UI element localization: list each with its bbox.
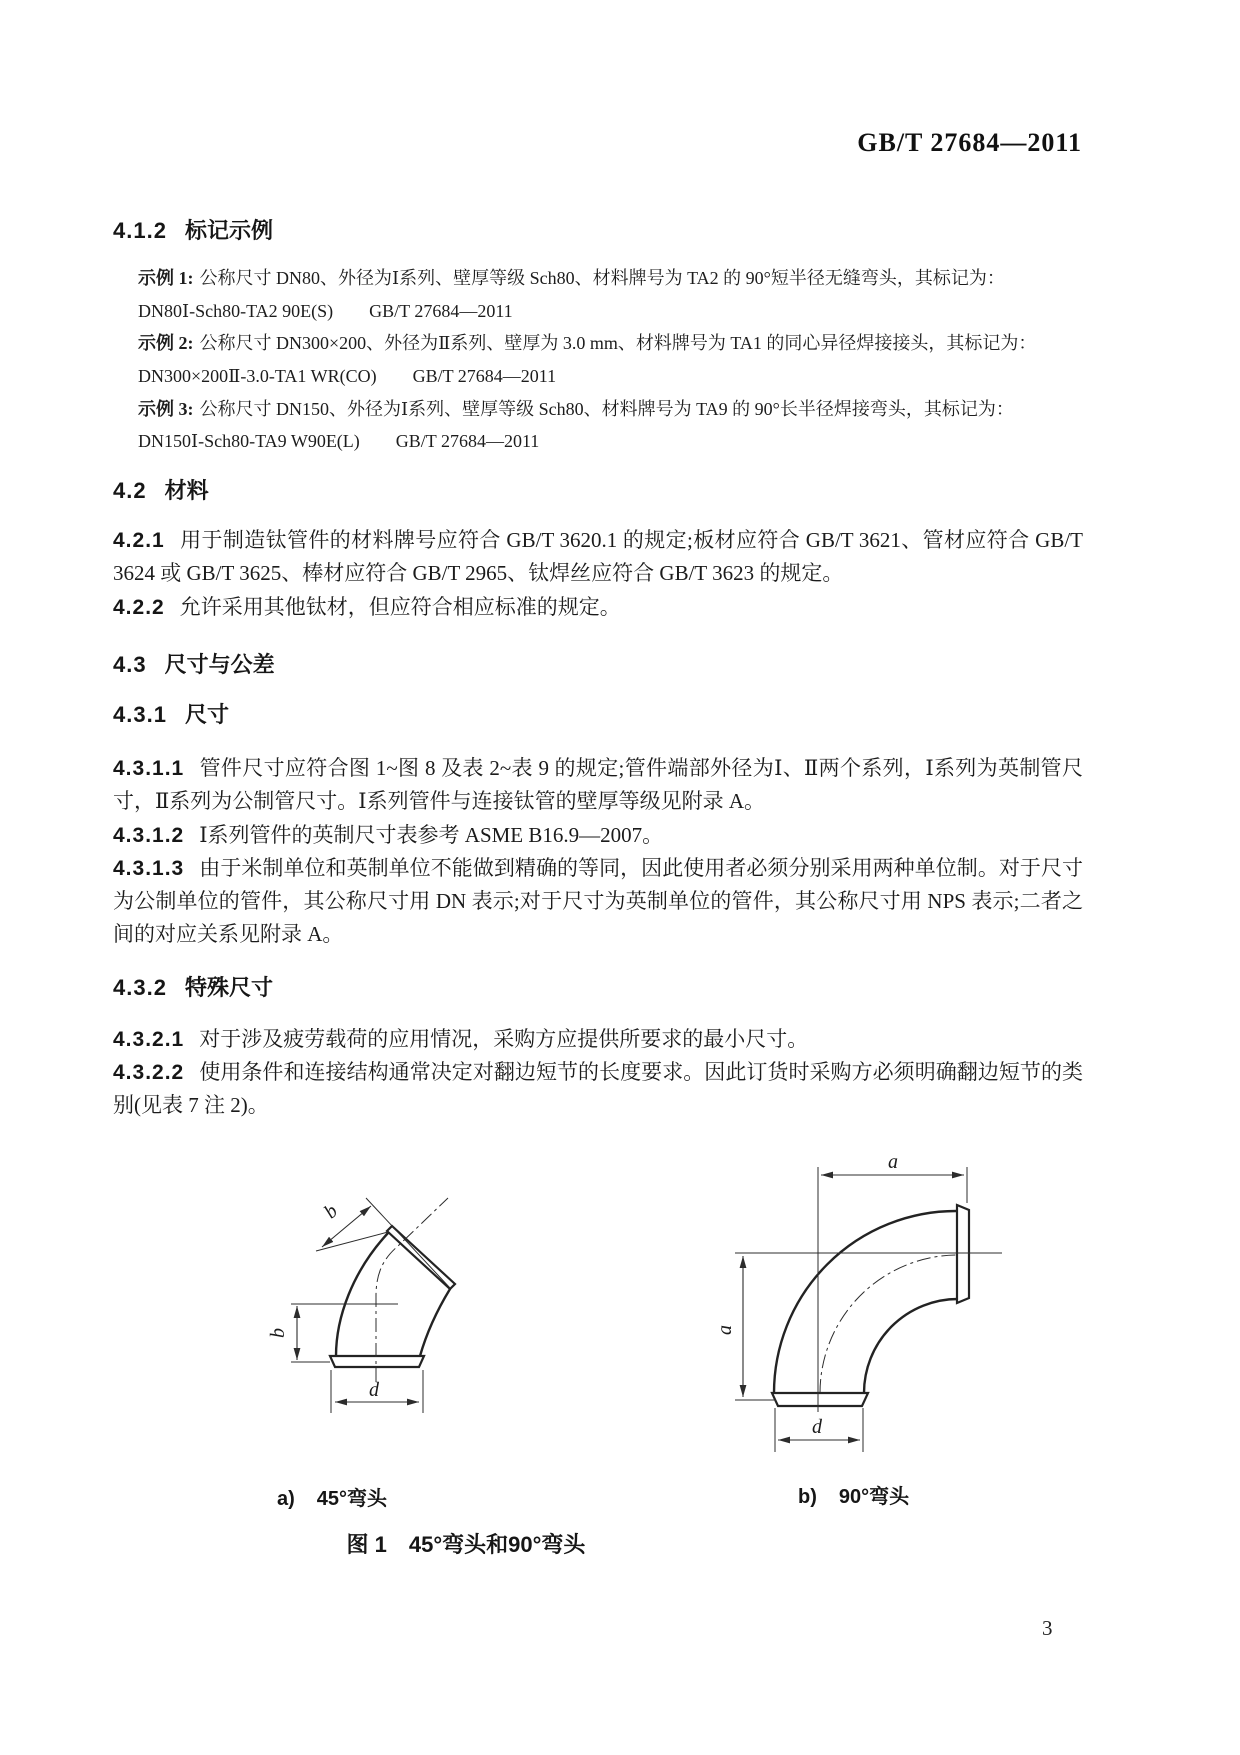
paragraph-4-2-2 <box>113 591 1083 624</box>
paragraph-4-3-2-2 <box>113 1056 1083 1122</box>
subfigure-a-title: 45°弯头 <box>316 1488 388 1510</box>
example-2-desc-text: 公称尺寸 DN300×200、外径为Ⅱ系列、壁厚为 3.0 mm、材料牌号为 TA1 的同心异径焊接接头，其标记为： <box>199 333 1037 353</box>
dim-label-b-vertical: b <box>267 1328 289 1338</box>
dim-label-d-90: d <box>812 1416 822 1438</box>
example-3-desc <box>138 397 1098 421</box>
clause-number: 4.3.2.2 <box>113 1061 185 1084</box>
subfigure-a-letter: a) <box>277 1488 295 1510</box>
clause-heading-4-3-2 <box>113 971 273 1002</box>
dim-label-a-top: a <box>888 1151 898 1173</box>
figure-1-drawings <box>0 1140 1240 1470</box>
example-1-code: DN80Ⅰ-Sch80-TA2 90E(S) GB/T 27684—2011 <box>138 301 513 321</box>
clause-number: 4.1.2 <box>113 218 167 243</box>
paragraph-4-3-2-1 <box>113 1023 1083 1056</box>
paragraph-text: 用于制造钛管件的材料牌号应符合 GB/T 3620.1 的规定;板材应符合 GB/T 3621、管材应符合 GB/T 3624 或 GB/T 3625、棒材应符合 GB/T 2965、钛焊丝应符合 GB/T 3623 的规定。 <box>113 528 1083 585</box>
subfigure-b-title: 90°弯头 <box>838 1486 910 1508</box>
paragraph-4-2-1 <box>113 524 1083 590</box>
paragraph-4-3-1-3 <box>113 852 1083 951</box>
dim-label-d-45: d <box>369 1379 379 1401</box>
example-3-label: 示例 3: <box>138 399 194 419</box>
paragraph-text: 使用条件和连接结构通常决定对翻边短节的长度要求。因此订货时采购方必须明确翻边短节的类别(见表 7 注 2)。 <box>113 1060 1083 1117</box>
clause-title: 材料 <box>164 478 209 503</box>
example-3-desc-text: 公称尺寸 DN150、外径为Ⅰ系列、壁厚等级 Sch80、材料牌号为 TA9 的 90°长半径焊接弯头，其标记为： <box>199 399 1014 419</box>
figure-caption: 图 1 45°弯头和90°弯头 <box>346 1532 586 1557</box>
clause-number: 4.2.1 <box>113 529 165 552</box>
page-number: 3 <box>1042 1616 1053 1640</box>
clause-title: 标记示例 <box>184 218 273 243</box>
clause-number: 4.2.2 <box>113 596 165 619</box>
subfigure-b-label <box>798 1480 909 1509</box>
example-1-label: 示例 1: <box>138 268 194 288</box>
clause-title: 特殊尺寸 <box>184 975 273 1000</box>
doc-number: GB/T 27684—2011 <box>857 128 1082 157</box>
clause-number: 4.3.1.1 <box>113 757 185 780</box>
clause-title: 尺寸 <box>184 702 229 727</box>
subfigure-b-letter: b) <box>798 1486 817 1508</box>
subfigure-a-label <box>277 1482 387 1511</box>
elbow-90-drawing <box>714 1151 1002 1452</box>
clause-title: 尺寸与公差 <box>164 652 275 677</box>
dim-label-b-axial: b <box>319 1200 343 1224</box>
example-2-desc <box>138 331 1098 355</box>
example-2-label: 示例 2: <box>138 333 194 353</box>
paragraph-text: 对于涉及疲劳载荷的应用情况，采购方应提供所要求的最小尺寸。 <box>199 1027 809 1051</box>
paragraph-4-3-1-1 <box>113 752 1083 818</box>
paragraph-text: 允许采用其他钛材，但应符合相应标准的规定。 <box>179 595 621 619</box>
clause-number: 4.3 <box>113 652 147 677</box>
dim-label-a-left: a <box>714 1325 736 1335</box>
paragraph-4-3-1-2 <box>113 819 1083 852</box>
clause-number: 4.3.1.3 <box>113 857 185 880</box>
paragraph-text: 管件尺寸应符合图 1~图 8 及表 2~表 9 的规定;管件端部外径为Ⅰ、Ⅱ两个系列，Ⅰ系列为英制管尺寸，Ⅱ系列为公制管尺寸。Ⅰ系列管件与连接钛管的壁厚等级见附录 A。 <box>113 756 1083 813</box>
clause-heading-4-3 <box>113 648 275 679</box>
clause-number: 4.3.2 <box>113 975 167 1000</box>
example-1-desc <box>138 266 1098 290</box>
paragraph-text: Ⅰ系列管件的英制尺寸表参考 ASME B16.9—2007。 <box>199 823 664 847</box>
clause-number: 4.3.1.2 <box>113 824 185 847</box>
clause-heading-4-1-2 <box>113 214 273 245</box>
clause-heading-4-3-1 <box>113 698 229 729</box>
clause-number: 4.2 <box>113 478 147 503</box>
example-3-code: DN150Ⅰ-Sch80-TA9 W90E(L) GB/T 27684—2011 <box>138 431 540 451</box>
clause-number: 4.3.2.1 <box>113 1028 185 1051</box>
example-2-code: DN300×200Ⅱ-3.0-TA1 WR(CO) GB/T 27684—2011 <box>138 366 557 386</box>
paragraph-text: 由于米制单位和英制单位不能做到精确的等同，因此使用者必须分别采用两种单位制。对于尺寸为公制单位的管件，其公称尺寸用 DN 表示;对于尺寸为英制单位的管件，其公称尺寸用 NPS 表示;二者之间的对应关系见附录 A。 <box>113 856 1083 946</box>
example-1-desc-text: 公称尺寸 DN80、外径为Ⅰ系列、壁厚等级 Sch80、材料牌号为 TA2 的 90°短半径无缝弯头，其标记为： <box>199 268 1005 288</box>
clause-number: 4.3.1 <box>113 702 167 727</box>
clause-heading-4-2 <box>113 474 209 505</box>
elbow-45-drawing <box>267 1198 455 1413</box>
